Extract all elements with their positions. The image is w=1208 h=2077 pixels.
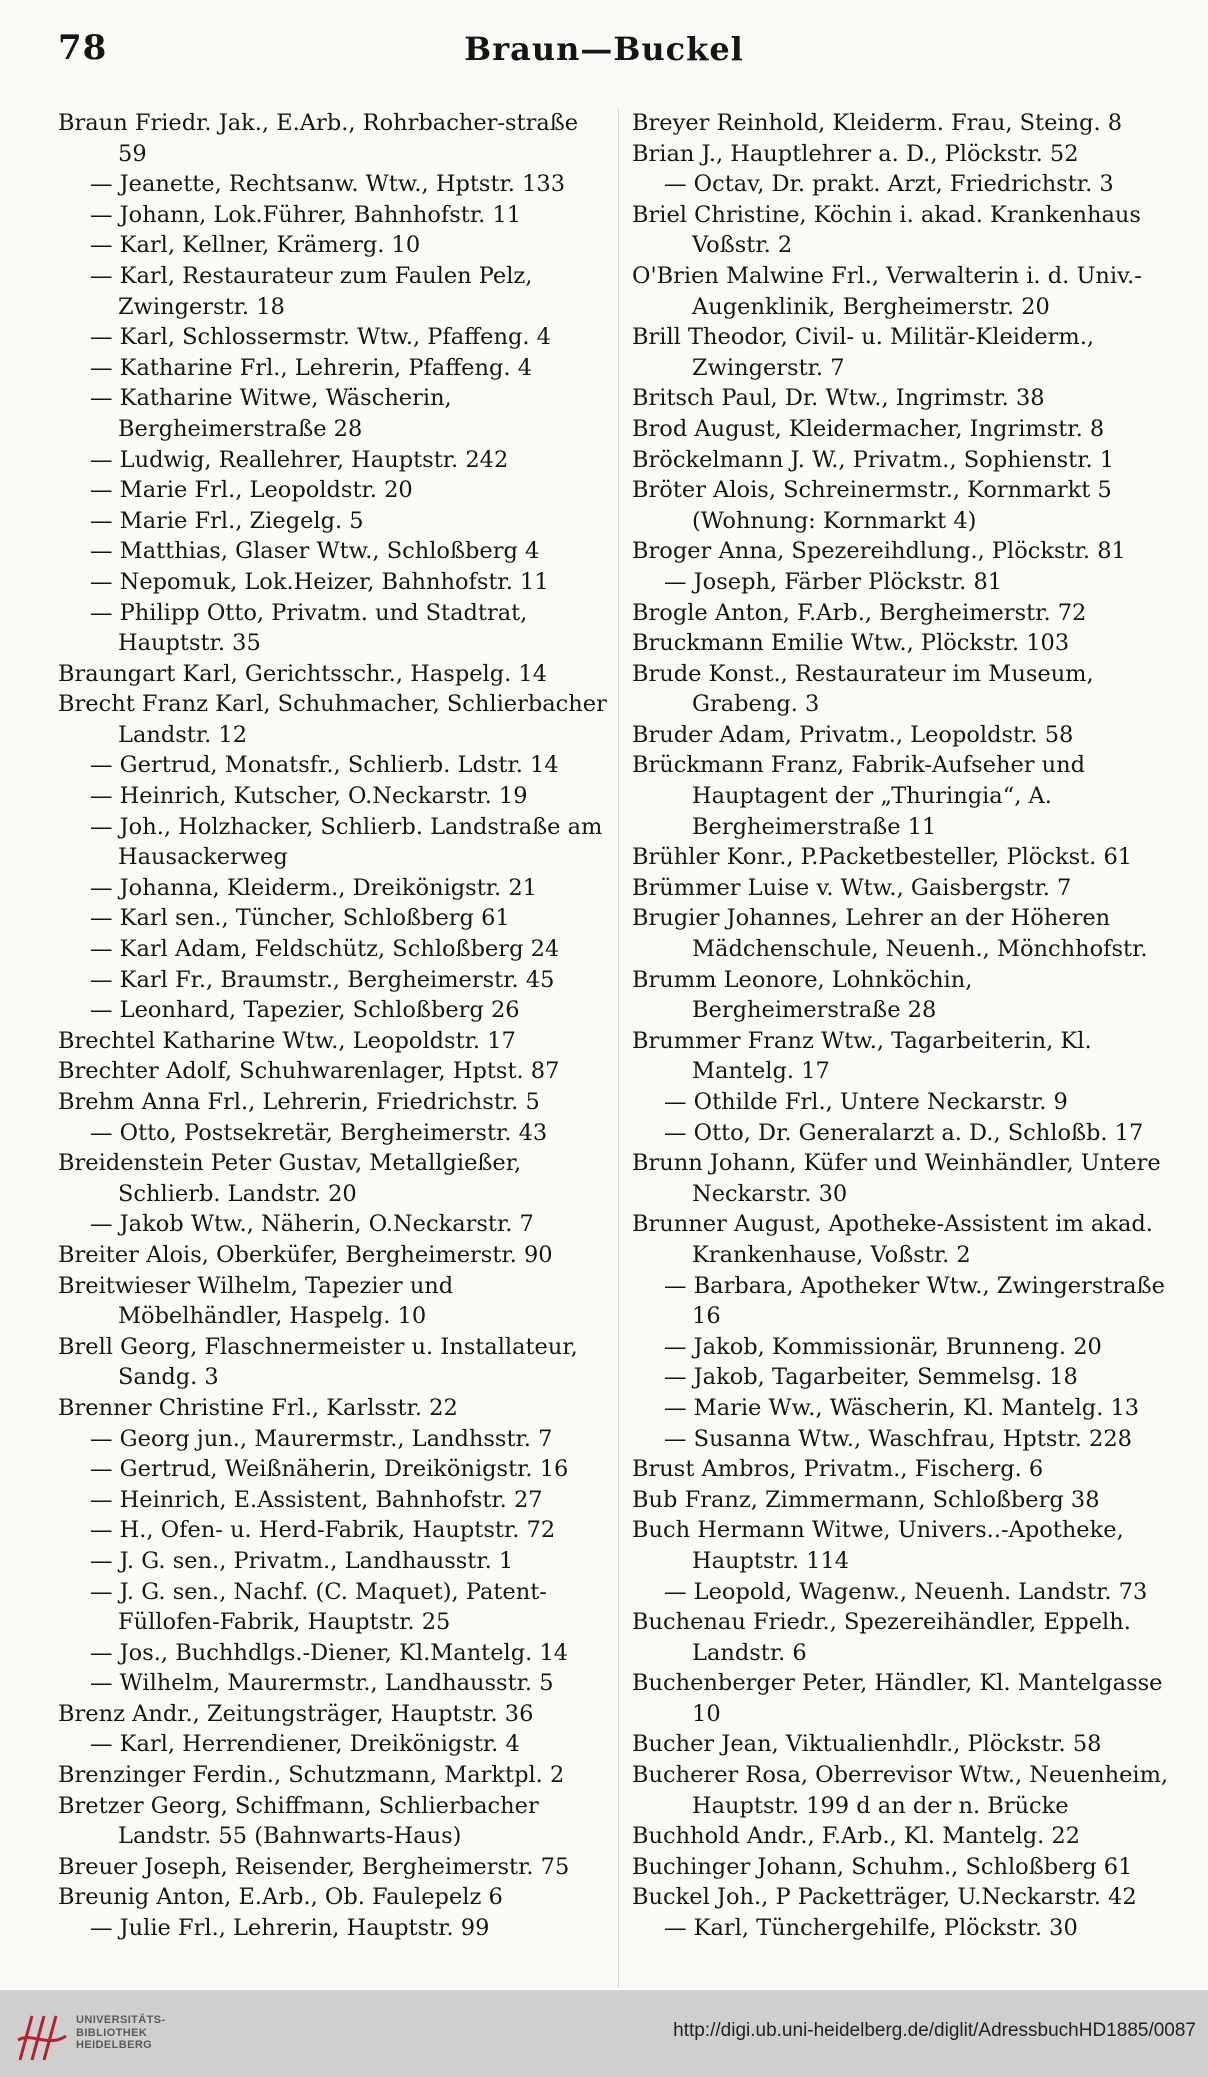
directory-entry: — Joseph, Färber Plöckstr. 81 <box>664 568 1003 595</box>
directory-entry: Brecht Franz Karl, Schuhmacher, Schlierbacher Landstr. 12 <box>58 691 607 748</box>
directory-entry: Bruder Adam, Privatm., Leopoldstr. 58 <box>632 721 1074 748</box>
directory-entry: Brühler Konr., P.Packetbesteller, Plöckst. 61 <box>632 844 1133 871</box>
running-head: Braun—Buckel <box>464 30 744 68</box>
directory-entry: — Octav, Dr. prakt. Arzt, Friedrichstr. 3 <box>664 171 1114 198</box>
footer-bar <box>0 1990 1208 2077</box>
directory-entry: — J. G. sen., Nachf. (C. Maquet), Patent-Füllofen-Fabrik, Hauptstr. 25 <box>90 1578 547 1636</box>
directory-entry: — Heinrich, E.Assistent, Bahnhofstr. 27 <box>90 1486 543 1513</box>
directory-entry: — Gertrud, Weißnäherin, Dreikönigstr. 16 <box>90 1456 569 1483</box>
directory-entry: — Leonhard, Tapezier, Schloßberg 26 <box>90 997 520 1024</box>
directory-entry: Breyer Reinhold, Kleiderm. Frau, Steing. 8 <box>632 110 1123 136</box>
left-column <box>58 108 610 1944</box>
directory-entry: Brod August, Kleidermacher, Ingrimstr. 8 <box>632 415 1105 442</box>
directory-entry: Brunner August, Apotheke-Assistent im akad. Krankenhause, Voßstr. 2 <box>632 1211 1153 1268</box>
directory-entry: Brogle Anton, F.Arb., Bergheimerstr. 72 <box>632 599 1087 626</box>
directory-entry: — Philipp Otto, Privatm. und Stadtrat, Hauptstr. 35 <box>90 599 528 657</box>
logo-line: BIBLIOTHEK <box>76 2026 148 2039</box>
directory-entry: Broger Anna, Spezereihdlung., Plöckstr. 81 <box>632 538 1126 565</box>
directory-entry: — Barbara, Apotheker Wtw., Zwingerstraße 16 <box>664 1272 1165 1330</box>
directory-entry: Britsch Paul, Dr. Wtw., Ingrimstr. 38 <box>632 385 1045 412</box>
directory-entry: Brust Ambros, Privatm., Fischerg. 6 <box>632 1456 1044 1483</box>
directory-entry: Brehm Anna Frl., Lehrerin, Friedrichstr. 5 <box>58 1089 540 1115</box>
directory-entry: — Othilde Frl., Untere Neckarstr. 9 <box>664 1089 1068 1115</box>
directory-entry: Brugier Johannes, Lehrer an der Höheren Mädchenschule, Neuenh., Mönchhofstr. <box>632 905 1148 963</box>
directory-entry: — Karl sen., Tüncher, Schloßberg 61 <box>90 905 510 932</box>
directory-entry: Breuer Joseph, Reisender, Bergheimerstr. 75 <box>58 1853 570 1880</box>
directory-entry: Briel Christine, Köchin i. akad. Krankenhaus Voßstr. 2 <box>632 201 1141 259</box>
directory-entry: Brenner Christine Frl., Karlsstr. 22 <box>58 1394 458 1421</box>
directory-entry: Brechter Adolf, Schuhwarenlager, Hptst. 87 <box>58 1058 560 1085</box>
library-logo-text <box>76 2014 166 2052</box>
directory-entry: Bröckelmann J. W., Privatm., Sophienstr. 1 <box>632 446 1115 473</box>
directory-entry: — Marie Frl., Leopoldstr. 20 <box>90 477 413 504</box>
page-header <box>0 28 1208 78</box>
directory-entry: — Julie Frl., Lehrerin, Hauptstr. 99 <box>90 1915 490 1942</box>
directory-entry: — Matthias, Glaser Wtw., Schloßberg 4 <box>90 538 540 565</box>
directory-entry: — Marie Ww., Wäscherin, Kl. Mantelg. 13 <box>664 1394 1140 1421</box>
directory-entry: Braungart Karl, Gerichtsschr., Haspelg. 14 <box>58 660 548 687</box>
directory-entry: — J. G. sen., Privatm., Landhausstr. 1 <box>90 1547 514 1574</box>
directory-entry: — H., Ofen- u. Herd-Fabrik, Hauptstr. 72 <box>90 1517 556 1544</box>
directory-entry: — Karl, Restaurateur zum Faulen Pelz, Zwingerstr. 18 <box>90 262 533 320</box>
directory-entry: Brude Konst., Restaurateur im Museum, Grabeng. 3 <box>632 660 1094 718</box>
directory-entry: Bucherer Rosa, Oberrevisor Wtw., Neuenheim, Hauptstr. 199 d an der n. Brücke <box>632 1762 1169 1819</box>
source-url[interactable]: http://digi.ub.uni-heidelberg.de/diglit/AdressbuchHD1885/0087 <box>673 2020 1196 2041</box>
directory-entry: Breiter Alois, Oberküfer, Bergheimerstr. 90 <box>58 1241 553 1268</box>
directory-entry: Breidenstein Peter Gustav, Metallgießer, Schlierb. Landstr. 20 <box>58 1150 522 1207</box>
directory-entry: — Jakob Wtw., Näherin, O.Neckarstr. 7 <box>90 1211 534 1238</box>
directory-entry: Brenz Andr., Zeitungsträger, Hauptstr. 36 <box>58 1700 534 1727</box>
directory-entry: — Joh., Holzhacker, Schlierb. Landstraße am Hausackerweg <box>90 813 603 871</box>
directory-entry: — Karl, Herrendiener, Dreikönigstr. 4 <box>90 1731 520 1758</box>
logo-line: HEIDELBERG <box>76 2039 153 2051</box>
directory-entry: Buckel Joh., P Packetträger, U.Neckarstr. 42 <box>632 1884 1137 1911</box>
directory-entry: — Katharine Frl., Lehrerin, Pfaffeng. 4 <box>90 354 533 381</box>
directory-entry: Buchenau Friedr., Spezereihändler, Eppelh. Landstr. 6 <box>632 1609 1131 1666</box>
logo-line: UNIVERSITÄTS- <box>76 2014 166 2026</box>
directory-entry: Bub Franz, Zimmermann, Schloßberg 38 <box>632 1486 1100 1513</box>
page-number: 78 <box>58 28 108 68</box>
directory-entry: Brill Theodor, Civil- u. Militär-Kleiderm., Zwingerstr. 7 <box>632 324 1095 381</box>
directory-entry: — Marie Frl., Ziegelg. 5 <box>90 507 364 534</box>
directory-entry: — Heinrich, Kutscher, O.Neckarstr. 19 <box>90 783 528 810</box>
directory-entry: — Susanna Wtw., Waschfrau, Hptstr. 228 <box>664 1425 1132 1452</box>
directory-entry: Brummer Franz Wtw., Tagarbeiterin, Kl. Mantelg. 17 <box>632 1027 1092 1085</box>
directory-entry: Buchhold Andr., F.Arb., Kl. Mantelg. 22 <box>632 1823 1081 1850</box>
directory-entry: — Johanna, Kleiderm., Dreikönigstr. 21 <box>90 874 537 901</box>
directory-entry: Bucher Jean, Viktualienhdlr., Plöckstr. 58 <box>632 1731 1102 1758</box>
directory-entry: — Jakob, Tagarbeiter, Semmelsg. 18 <box>664 1364 1078 1391</box>
directory-entry: — Ludwig, Reallehrer, Hauptstr. 242 <box>90 446 509 473</box>
directory-entry: — Otto, Dr. Generalarzt a. D., Schloßb. 17 <box>664 1119 1144 1146</box>
directory-entry: Bretzer Georg, Schiffmann, Schlierbacher Landstr. 55 (Bahnwarts-Haus) <box>58 1792 539 1850</box>
directory-entry: — Karl, Kellner, Krämerg. 10 <box>90 232 421 259</box>
directory-entry: Brückmann Franz, Fabrik-Aufseher und Hauptagent der „Thuringia“, A. Bergheimerstraße 11 <box>632 752 1086 840</box>
directory-entry: — Leopold, Wagenw., Neuenh. Landstr. 73 <box>664 1578 1148 1605</box>
directory-entry: Brenzinger Ferdin., Schutzmann, Marktpl. 2 <box>58 1762 565 1789</box>
directory-entry: Braun Friedr. Jak., E.Arb., Rohrbacher-straße 59 <box>58 110 579 167</box>
directory-entry: — Gertrud, Monatsfr., Schlierb. Ldstr. 14 <box>90 752 559 779</box>
university-seal-icon <box>14 2010 70 2066</box>
directory-entry: — Nepomuk, Lok.Heizer, Bahnhofstr. 11 <box>90 568 549 595</box>
directory-entry: Brechtel Katharine Wtw., Leopoldstr. 17 <box>58 1027 516 1054</box>
directory-entry: — Jakob, Kommissionär, Brunneng. 20 <box>664 1333 1102 1360</box>
directory-entry: — Katharine Witwe, Wäscherin, Bergheimerstraße 28 <box>90 385 452 442</box>
directory-entry: Brian J., Hauptlehrer a. D., Plöckstr. 52 <box>632 140 1079 167</box>
directory-entry: Breunig Anton, E.Arb., Ob. Faulepelz 6 <box>58 1884 503 1911</box>
directory-entry: — Karl, Schlossermstr. Wtw., Pfaffeng. 4 <box>90 324 551 351</box>
directory-entry: Brunn Johann, Küfer und Weinhändler, Untere Neckarstr. 30 <box>632 1150 1161 1207</box>
directory-entry: — Karl, Tünchergehilfe, Plöckstr. 30 <box>664 1915 1078 1942</box>
column-divider <box>618 108 619 1988</box>
directory-entry: Buch Hermann Witwe, Univers..-Apotheke, Hauptstr. 114 <box>632 1517 1124 1574</box>
directory-entry: — Johann, Lok.Führer, Bahnhofstr. 11 <box>90 201 522 228</box>
directory-entry: Bröter Alois, Schreinermstr., Kornmarkt 5 (Wohnung: Kornmarkt 4) <box>632 477 1112 534</box>
directory-entry: O'Brien Malwine Frl., Verwalterin i. d. Univ.-Augenklinik, Bergheimerstr. 20 <box>632 262 1142 320</box>
directory-entry: Brümmer Luise v. Wtw., Gaisbergstr. 7 <box>632 874 1072 901</box>
directory-entry: Bruckmann Emilie Wtw., Plöckstr. 103 <box>632 630 1070 657</box>
directory-entry: Brumm Leonore, Lohnköchin, Bergheimerstraße 28 <box>632 966 973 1024</box>
right-column <box>632 108 1182 1944</box>
directory-entry: — Georg jun., Maurermstr., Landhsstr. 7 <box>90 1425 553 1452</box>
directory-entry: Breitwieser Wilhelm, Tapezier und Möbelhändler, Haspelg. 10 <box>58 1272 454 1330</box>
directory-entry: — Wilhelm, Maurermstr., Landhausstr. 5 <box>90 1670 554 1697</box>
directory-entry: — Karl Fr., Braumstr., Bergheimerstr. 45 <box>90 966 555 993</box>
directory-entry: — Jos., Buchhdlgs.-Diener, Kl.Mantelg. 14 <box>90 1639 569 1666</box>
directory-entry: Brell Georg, Flaschnermeister u. Installateur, Sandg. 3 <box>58 1333 578 1391</box>
directory-entry: — Karl Adam, Feldschütz, Schloßberg 24 <box>90 936 560 963</box>
directory-entry: Buchinger Johann, Schuhm., Schloßberg 61 <box>632 1853 1133 1880</box>
directory-entry: — Otto, Postsekretär, Bergheimerstr. 43 <box>90 1119 548 1146</box>
directory-entry: Buchenberger Peter, Händler, Kl. Mantelgasse 10 <box>632 1670 1163 1727</box>
directory-entry: — Jeanette, Rechtsanw. Wtw., Hptstr. 133 <box>90 171 566 198</box>
